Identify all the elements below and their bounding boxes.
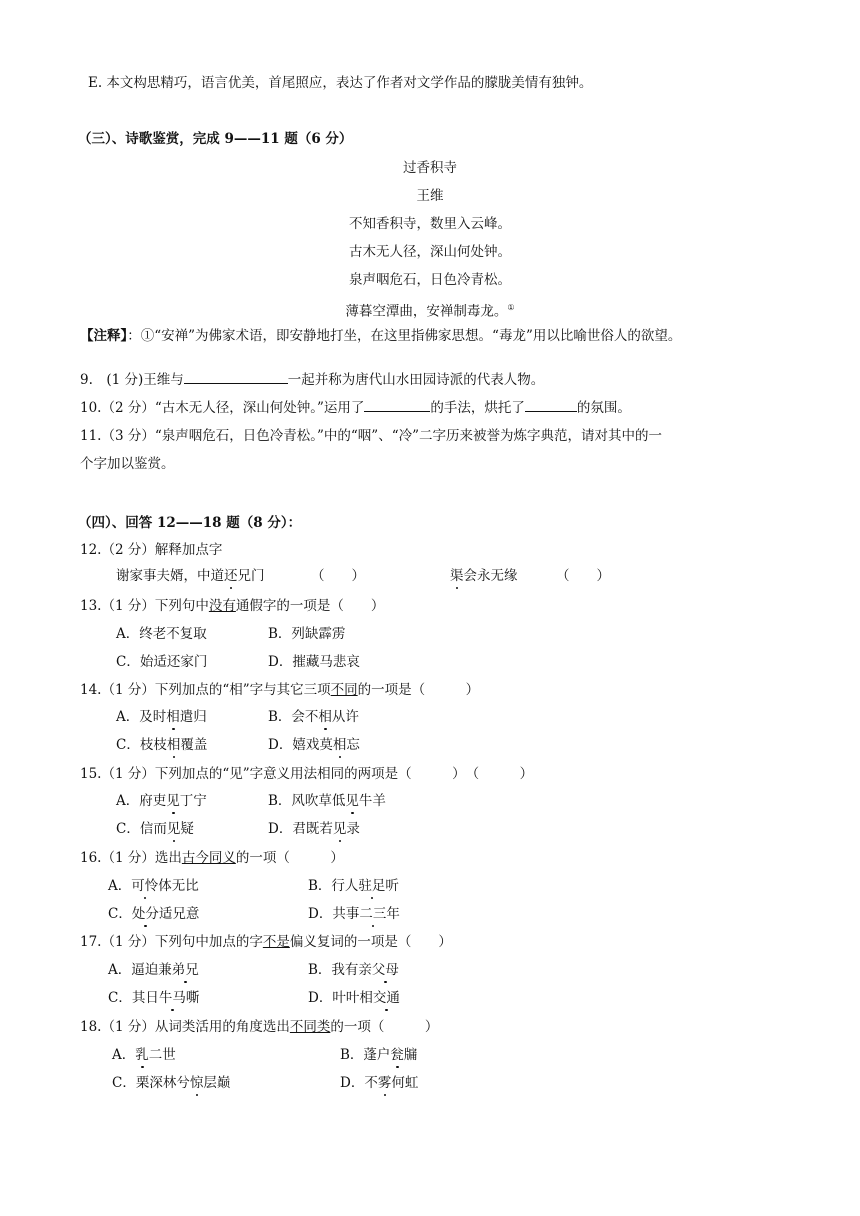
q16-option-b: B．行人驻足听 (308, 878, 399, 894)
answer-blank (184, 371, 288, 384)
q16-option-d: D．共事二三年 (308, 906, 400, 922)
q15-option-d: D．君既若见录 (268, 821, 360, 837)
question-9: 9. (1 分)王维与 一起并称为唐代山水田园诗派的代表人物。 (80, 372, 545, 388)
q17-option-c: C．其日牛马嘶 (108, 990, 200, 1006)
q14-option-a: A．及时相遣归 (116, 709, 207, 725)
q12-paren-a: （ ） (311, 568, 365, 584)
poem-line-2: 古木无人径，深山何处钟。 (349, 244, 511, 260)
q14-option-c: C．枝枝相覆盖 (116, 737, 208, 753)
q18-option-d: D．不雾何虹 (340, 1075, 419, 1091)
question-12: 12.（2 分）解释加点字 (80, 542, 223, 558)
note-label: 【注释】 (80, 328, 128, 344)
q12-paren-b: （ ） (556, 568, 610, 584)
q14-option-b: B．会不相从许 (268, 709, 359, 725)
footnote-mark: ① (507, 303, 515, 312)
question-15: 15.（1 分）下列加点的“见”字意义用法相同的两项是（ ） （ ） (80, 766, 534, 782)
answer-blank (364, 399, 430, 412)
q14-option-d: D．嬉戏莫相忘 (268, 737, 360, 753)
question-13: 13.（1 分）下列句中没有通假字的一项是（ ） (80, 598, 385, 614)
q15-option-a: A．府吏见丁宁 (116, 793, 207, 809)
question-11-line2: 个字加以鉴赏。 (80, 456, 175, 472)
q13-option-a: A．终老不复取 (116, 626, 207, 642)
q13-option-d: D．摧藏马悲哀 (268, 654, 360, 670)
question-16: 16.（1 分）选出古今同义的一项（ ） (80, 850, 344, 866)
q12-item-b: 渠会永无缘 (450, 568, 518, 584)
q16-option-a: A．可怜体无比 (108, 878, 199, 894)
poem-title: 过香积寺 (403, 160, 457, 176)
q17-option-d: D．叶叶相交通 (308, 990, 400, 1006)
q13-option-b: B．列缺霹雳 (268, 626, 346, 642)
question-11-line1: 11.（3 分）“泉声咽危石，日色冷青松。”中的“咽”、“冷”二字历来被誉为炼字典范，请对其中的一 (80, 428, 663, 444)
q17-option-a: A．逼迫兼弟兄 (108, 962, 199, 978)
section4-heading: （四）、回答 12——18 题（8 分）： (78, 515, 302, 531)
q12-item-a: 谢家事夫婿，中道还兄门 (116, 568, 265, 584)
q15-option-c: C．信而见疑 (116, 821, 194, 837)
q17-option-b: B．我有亲父母 (308, 962, 399, 978)
poem-note: 【注释】：①“安禅”为佛家术语，即安静地打坐，在这里指佛家思想。“毒龙”用以比喻世俗人的欲望。 (80, 328, 682, 344)
q18-option-a: A．乳二世 (112, 1047, 176, 1063)
option-e-line: E. 本文构思精巧，语言优美，首尾照应，表达了作者对文学作品的朦胧美情有独钟。 (88, 75, 593, 91)
q16-option-c: C．处分适兄意 (108, 906, 200, 922)
poem-author: 王维 (416, 188, 444, 204)
poem-line-1: 不知香积寺，数里入云峰。 (349, 216, 511, 232)
question-10: 10.（2 分）“古木无人径，深山何处钟。”运用了 的手法，烘托了 的氛围。 (80, 400, 631, 416)
section3-heading: （三）、诗歌鉴赏，完成 9——11 题（6 分） (78, 131, 353, 147)
q18-option-c: C．栗深林兮惊层巅 (112, 1075, 231, 1091)
poem-line-3: 泉声咽危石，日色冷青松。 (349, 272, 511, 288)
answer-blank (525, 399, 577, 412)
question-17: 17.（1 分）下列句中加点的字不是偏义复词的一项是（ ） (80, 934, 452, 950)
question-18: 18.（1 分）从词类活用的角度选出不同类的一项（ ） (80, 1019, 439, 1035)
q18-option-b: B．蓬户瓮牖 (340, 1047, 418, 1063)
question-14: 14.（1 分）下列加点的“相”字与其它三项不同的一项是（ ） (80, 682, 480, 698)
q15-option-b: B．风吹草低见牛羊 (268, 793, 386, 809)
poem-line-4: 薄暮空潭曲，安禅制毒龙。① (345, 303, 515, 320)
q13-option-c: C．始适还家门 (116, 654, 208, 670)
